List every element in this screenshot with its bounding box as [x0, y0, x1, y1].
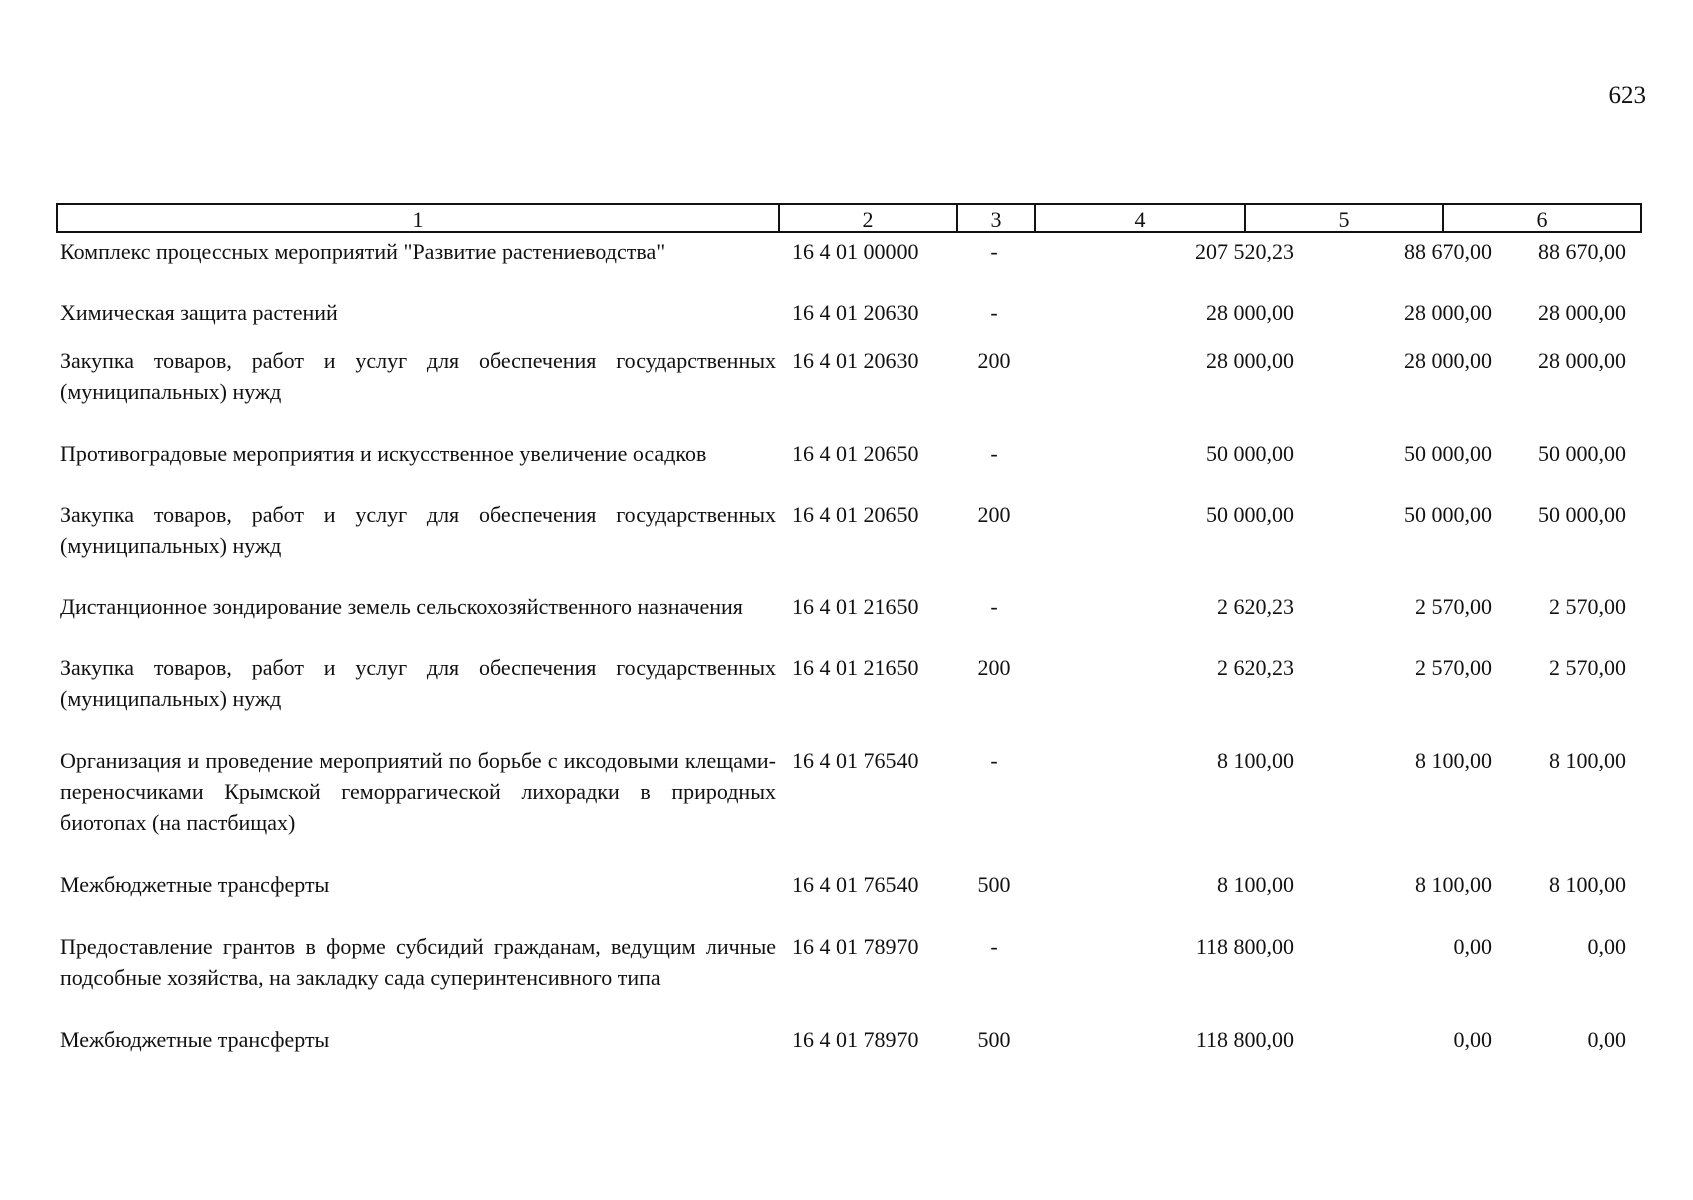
- row-expense-type: 200: [977, 655, 1011, 680]
- table-header: [56, 203, 1642, 233]
- row-expense-type: 500: [977, 872, 1011, 897]
- row-value-4: 50 000,00: [1206, 502, 1294, 527]
- row-value-6: 50 000,00: [1538, 502, 1626, 527]
- row-expense-type: 500: [977, 1027, 1011, 1052]
- row-value-6: 8 100,00: [1549, 872, 1626, 897]
- row-description: Организация и проведение мероприятий по борьбе с иксодовыми клещами-переносчиками Крымской геморрагической лихорадки в природных биотопах (на пастбищах): [60, 748, 776, 835]
- row-expense-type: 200: [977, 348, 1011, 373]
- row-value-4: 8 100,00: [1217, 872, 1294, 897]
- row-value-5: 0,00: [1453, 1027, 1492, 1052]
- row-value-6: 2 570,00: [1549, 594, 1626, 619]
- row-code: 16 4 01 78970: [792, 1027, 919, 1052]
- row-value-4: 118 800,00: [1195, 934, 1294, 959]
- row-value-5: 28 000,00: [1404, 348, 1492, 373]
- header-col-6: 6: [1442, 205, 1640, 231]
- row-description: Закупка товаров, работ и услуг для обеспечения государственных (муниципальных) нужд: [60, 348, 776, 404]
- row-description: Закупка товаров, работ и услуг для обеспечения государственных (муниципальных) нужд: [60, 655, 776, 711]
- row-description: Противоградовые мероприятия и искусственное увеличение осадков: [60, 441, 707, 466]
- row-value-4: 28 000,00: [1206, 348, 1294, 373]
- row-expense-type: -: [990, 441, 998, 466]
- row-code: 16 4 01 20630: [792, 300, 919, 325]
- row-code: 16 4 01 00000: [792, 239, 919, 264]
- row-value-6: 88 670,00: [1538, 239, 1626, 264]
- page-number: 623: [1608, 82, 1646, 109]
- row-expense-type: -: [990, 300, 998, 325]
- row-expense-type: -: [990, 934, 998, 959]
- row-value-4: 2 620,23: [1217, 594, 1294, 619]
- row-value-5: 8 100,00: [1415, 748, 1492, 773]
- header-col-3: 3: [956, 205, 1034, 231]
- row-value-4: 118 800,00: [1195, 1027, 1294, 1052]
- row-value-4: 28 000,00: [1206, 300, 1294, 325]
- row-value-4: 50 000,00: [1206, 441, 1294, 466]
- row-expense-type: -: [990, 239, 998, 264]
- row-code: 16 4 01 20630: [792, 348, 919, 373]
- row-value-4: 8 100,00: [1217, 748, 1294, 773]
- row-value-6: 2 570,00: [1549, 655, 1626, 680]
- row-code: 16 4 01 21650: [792, 655, 919, 680]
- row-description: Закупка товаров, работ и услуг для обеспечения государственных (муниципальных) нужд: [60, 502, 776, 558]
- row-code: 16 4 01 20650: [792, 502, 919, 527]
- header-col-1: 1: [412, 207, 424, 232]
- row-code: 16 4 01 76540: [792, 872, 919, 897]
- row-description: Комплекс процессных мероприятий "Развитие растениеводства": [60, 239, 666, 264]
- row-code: 16 4 01 76540: [792, 748, 919, 773]
- row-value-5: 8 100,00: [1415, 872, 1492, 897]
- row-expense-type: -: [990, 748, 998, 773]
- row-value-6: 8 100,00: [1549, 748, 1626, 773]
- row-code: 16 4 01 20650: [792, 441, 919, 466]
- row-value-6: 0,00: [1587, 1027, 1626, 1052]
- row-value-5: 0,00: [1453, 934, 1492, 959]
- row-expense-type: 200: [977, 502, 1011, 527]
- row-code: 16 4 01 21650: [792, 594, 919, 619]
- row-description: Химическая защита растений: [60, 300, 338, 325]
- row-value-6: 28 000,00: [1538, 348, 1626, 373]
- row-value-5: 50 000,00: [1404, 441, 1492, 466]
- row-description: Дистанционное зондирование земель сельскохозяйственного назначения: [60, 594, 743, 619]
- row-value-6: 28 000,00: [1538, 300, 1626, 325]
- row-expense-type: -: [990, 594, 998, 619]
- header-col-4: 4: [1034, 205, 1244, 231]
- row-value-5: 28 000,00: [1404, 300, 1492, 325]
- row-value-4: 207 520,23: [1195, 239, 1294, 264]
- row-value-6: 0,00: [1587, 934, 1626, 959]
- row-code: 16 4 01 78970: [792, 934, 919, 959]
- row-value-6: 50 000,00: [1538, 441, 1626, 466]
- row-description: Предоставление грантов в форме субсидий гражданам, ведущим личные подсобные хозяйства, на закладку сада суперинтенсивного типа: [60, 934, 776, 990]
- row-value-4: 2 620,23: [1217, 655, 1294, 680]
- row-description: Межбюджетные трансферты: [60, 1027, 330, 1052]
- row-value-5: 2 570,00: [1415, 594, 1492, 619]
- header-col-2: 2: [778, 205, 956, 231]
- header-col-5: 5: [1244, 205, 1442, 231]
- row-value-5: 88 670,00: [1404, 239, 1492, 264]
- row-value-5: 2 570,00: [1415, 655, 1492, 680]
- row-value-5: 50 000,00: [1404, 502, 1492, 527]
- row-description: Межбюджетные трансферты: [60, 872, 330, 897]
